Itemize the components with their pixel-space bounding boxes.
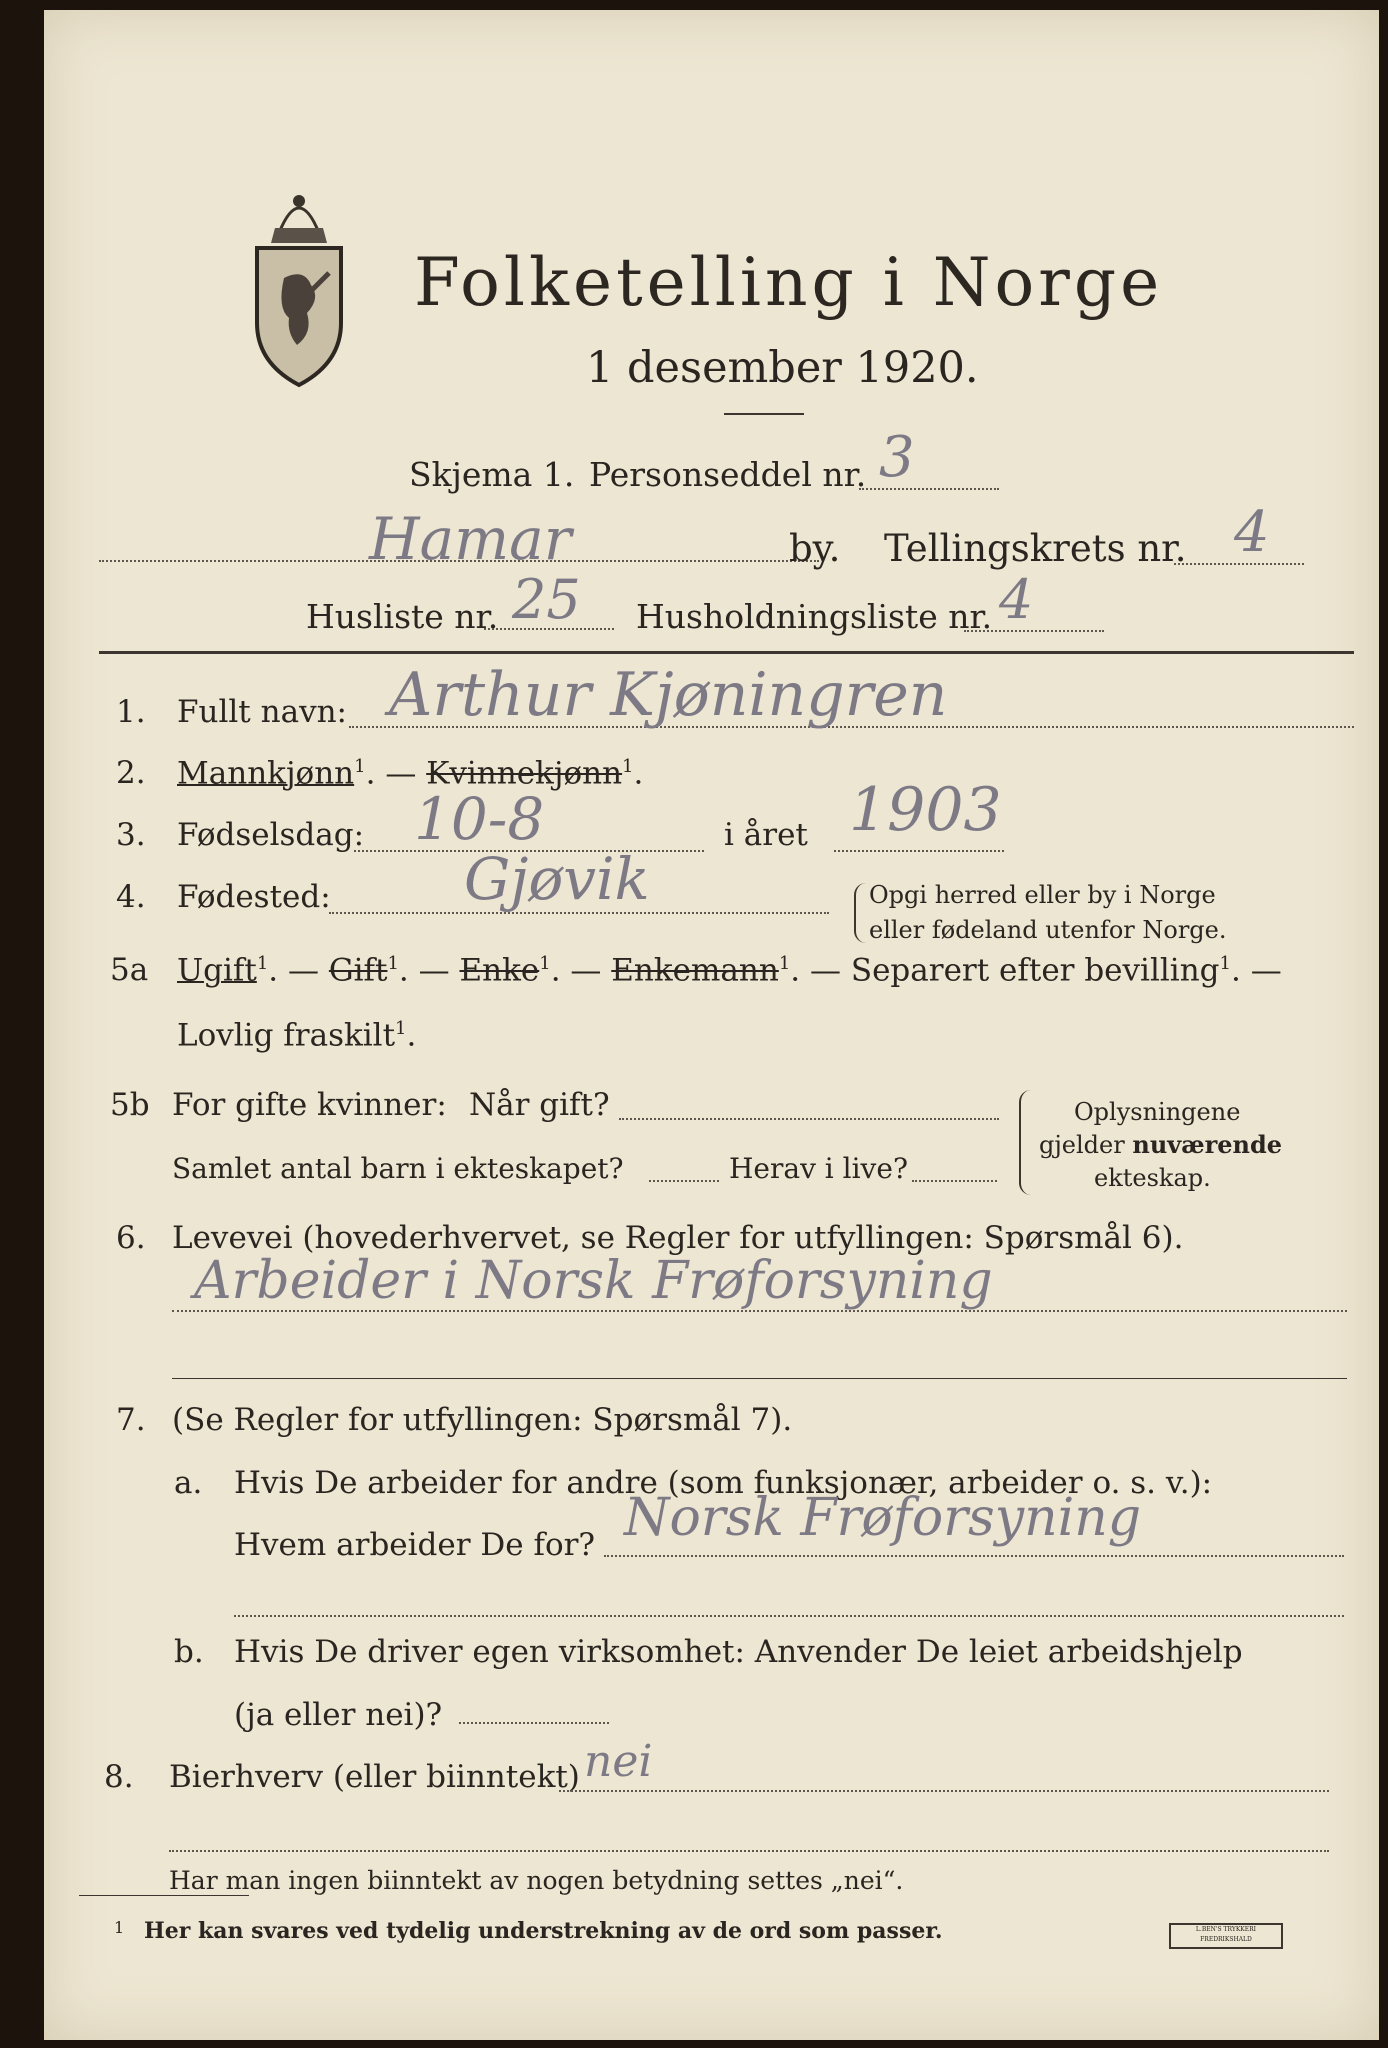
q7b-question: (ja eller nei)? [234, 1697, 443, 1733]
header-rule [99, 651, 1354, 654]
tellingskrets-label: Tellingskrets nr. [884, 527, 1187, 570]
q2-male-option[interactable]: Mannkjønn [177, 755, 355, 792]
q7b-letter: b. [174, 1634, 204, 1670]
q3-label: Fødselsdag: [177, 817, 365, 853]
q5a-enkemann-option[interactable]: Enkemann [611, 952, 779, 989]
q5a-gift-option[interactable]: Gift [328, 952, 388, 989]
q5b-number: 5b [110, 1087, 150, 1123]
census-date: 1 desember 1920. [586, 343, 979, 393]
q1-number: 1. [116, 694, 146, 730]
personseddel-label: Personseddel nr. [589, 455, 867, 494]
q3-birthday-value: 10-8 [414, 785, 545, 853]
q5a-number: 5a [110, 952, 149, 988]
q5a-separert-option[interactable]: Separert efter bevilling [850, 952, 1220, 989]
q5a-ugift-option[interactable]: Ugift [177, 952, 257, 989]
q2-female-option[interactable]: Kvinnekjønn [426, 755, 623, 792]
footnote-text: Her kan svares ved tydelig understrekning av de ord som passer. [144, 1918, 943, 1944]
q8-number: 8. [104, 1759, 134, 1795]
q7a-text: Hvis De arbeider for andre (som funksjonær, arbeider o. s. v.): [234, 1465, 1213, 1501]
q8-side-income-value: nei [584, 1736, 653, 1787]
husholdningsliste-label: Husholdningsliste nr. [636, 597, 993, 636]
q5b-note-line1: Oplysningene [1074, 1098, 1241, 1126]
printer-stamp: L.BEN'S TRYKKERI FREDRIKSHALD [1169, 1923, 1283, 1949]
q3-year-field[interactable] [834, 850, 1004, 852]
q4-note-brace [854, 883, 866, 943]
q5b-samlet-field[interactable] [649, 1180, 719, 1182]
q4-note-line2: eller fødeland utenfor Norge. [869, 916, 1227, 944]
q7a-employer-value: Norsk Frøforsyning [624, 1488, 1142, 1548]
q8-side-income-field-1[interactable] [559, 1790, 1329, 1792]
q7a-letter: a. [174, 1465, 203, 1501]
q5b-samlet-label: Samlet antal barn i ekteskapet? [172, 1152, 624, 1185]
by-label: by. [789, 527, 841, 570]
q3-number: 3. [116, 817, 146, 853]
q5b-herav-label: Herav i live? [729, 1152, 908, 1185]
q5b-note-brace [1019, 1090, 1033, 1195]
census-form-sheet [44, 10, 1379, 2040]
q8-side-income-field-2[interactable] [169, 1850, 1329, 1852]
q8-label: Bierhverv (eller biinntekt) [169, 1759, 580, 1795]
q5a-fraskilt-line: Lovlig fraskilt$^1$. [177, 1017, 417, 1054]
q3-year-label: i året [724, 817, 808, 853]
q3-year-value: 1903 [849, 775, 1002, 845]
q5b-naar-gift-label: Når gift? [469, 1087, 610, 1123]
q7a-question: Hvem arbeider De for? [234, 1527, 596, 1563]
q4-label: Fødested: [177, 879, 331, 915]
title-divider [724, 413, 804, 415]
q4-birthplace-value: Gjøvik [464, 845, 650, 913]
by-value: Hamar [369, 505, 572, 573]
footnote-mark: 1 [114, 1918, 125, 1937]
q4-number: 4. [116, 879, 146, 915]
q7a-employer-field-1[interactable] [604, 1555, 1344, 1557]
q6-occupation-field-2[interactable] [172, 1378, 1347, 1379]
husliste-value: 25 [512, 568, 581, 631]
q2-options: Mannkjønn$^1$. — Kvinnekjønn$^1$. [177, 755, 644, 792]
q2-number: 2. [116, 755, 146, 791]
norwegian-coat-of-arms-icon [249, 173, 349, 388]
q7-label: (Se Regler for utfyllingen: Spørsmål 7). [172, 1402, 793, 1438]
q6-number: 6. [116, 1220, 146, 1256]
q6-occupation-value: Arbeider i Norsk Frøforsyning [194, 1251, 993, 1311]
q4-note-line1: Opgi herred eller by i Norge [869, 881, 1216, 909]
husholdningsliste-field[interactable] [964, 630, 1104, 632]
q7b-answer-field[interactable] [459, 1722, 609, 1724]
q1-name-value: Arthur Kjøningren [389, 660, 948, 730]
q5a-fraskilt-option[interactable]: Lovlig fraskilt [177, 1017, 396, 1054]
husholdningsliste-value: 4 [999, 568, 1034, 631]
q7-number: 7. [116, 1402, 146, 1438]
form-title: Folketelling i Norge [414, 244, 1164, 321]
q5b-naar-gift-field[interactable] [619, 1118, 999, 1120]
q1-label: Fullt navn: [177, 694, 347, 730]
q5b-herav-field[interactable] [912, 1180, 997, 1182]
personseddel-value: 3 [879, 425, 915, 490]
q5b-note-line3: ekteskap. [1094, 1164, 1211, 1192]
skjema-label: Skjema 1. [409, 455, 575, 494]
nei-instruction: Har man ingen biinntekt av nogen betydning settes „nei“. [169, 1866, 904, 1895]
husliste-label: Husliste nr. [306, 597, 499, 636]
tellingskrets-value: 4 [1234, 500, 1270, 565]
q5b-note-line2: gjelder nuværende [1039, 1130, 1283, 1159]
q7b-text: Hvis De driver egen virksomhet: Anvender De leiet arbeidshjelp [234, 1634, 1243, 1670]
q6-label: Levevei (hovederhvervet, se Regler for utfyllingen: Spørsmål 6). [172, 1220, 1184, 1256]
q5a-enke-option[interactable]: Enke [459, 952, 540, 989]
q5b-label: For gifte kvinner: [172, 1087, 447, 1123]
footnote-divider [79, 1895, 249, 1896]
q5a-options: Ugift$^1$. — Gift$^1$. — Enke$^1$. — Enkemann$^1$. — Separert efter bevilling$^1$. — [177, 952, 1282, 989]
q7a-employer-field-2[interactable] [234, 1615, 1344, 1617]
